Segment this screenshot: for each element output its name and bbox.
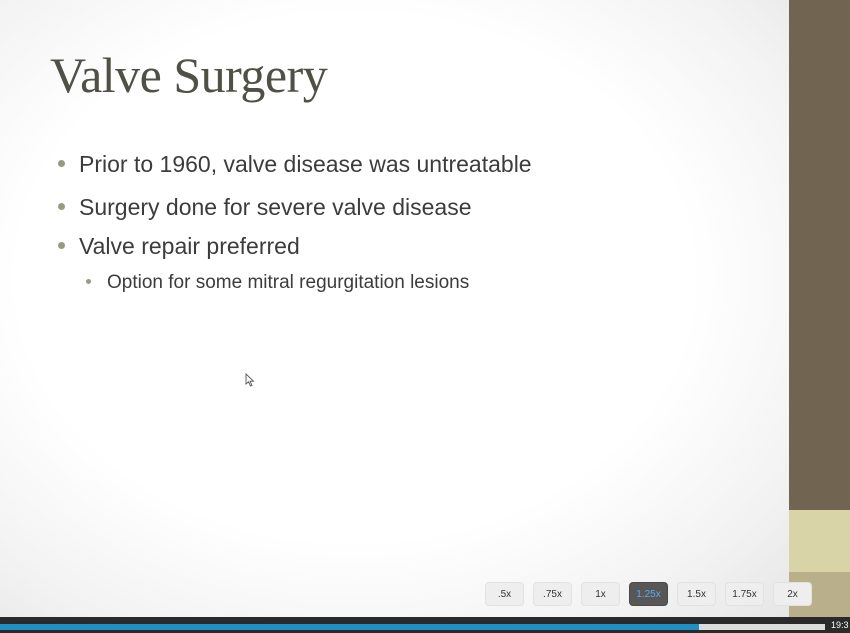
bullet-text: Valve repair preferred	[79, 233, 300, 259]
bullet-dot-icon	[86, 279, 91, 284]
speed-button-0-5x[interactable]: .5x	[485, 582, 524, 606]
bullet-item	[58, 194, 472, 221]
slide-title: Valve Surgery	[50, 47, 328, 103]
progress-fill	[0, 624, 699, 630]
bullet-text: Option for some mitral regurgitation lesions	[107, 272, 470, 293]
bullet-item	[58, 233, 300, 260]
speed-button-1-25x[interactable]: 1.25x	[629, 582, 668, 606]
time-label: 19:3	[831, 620, 849, 630]
bullet-text: Surgery done for severe valve disease	[79, 194, 472, 220]
bullet-item	[58, 151, 532, 178]
bullet-dot-icon	[58, 242, 65, 249]
sidebar-accent-block	[789, 510, 850, 572]
bullet-dot-icon	[58, 203, 65, 210]
speed-button-1-75x[interactable]: 1.75x	[725, 582, 764, 606]
progress-bar[interactable]	[0, 624, 825, 630]
speed-button-0-75x[interactable]: .75x	[533, 582, 572, 606]
speed-button-1x[interactable]: 1x	[581, 582, 620, 606]
bullet-text: Prior to 1960, valve disease was untreatable	[79, 151, 532, 177]
speed-button-1-5x[interactable]: 1.5x	[677, 582, 716, 606]
bullet-dot-icon	[58, 160, 65, 167]
sub-bullet-item	[86, 272, 469, 294]
speed-button-2x[interactable]: 2x	[773, 582, 812, 606]
mouse-cursor-icon	[245, 373, 255, 387]
